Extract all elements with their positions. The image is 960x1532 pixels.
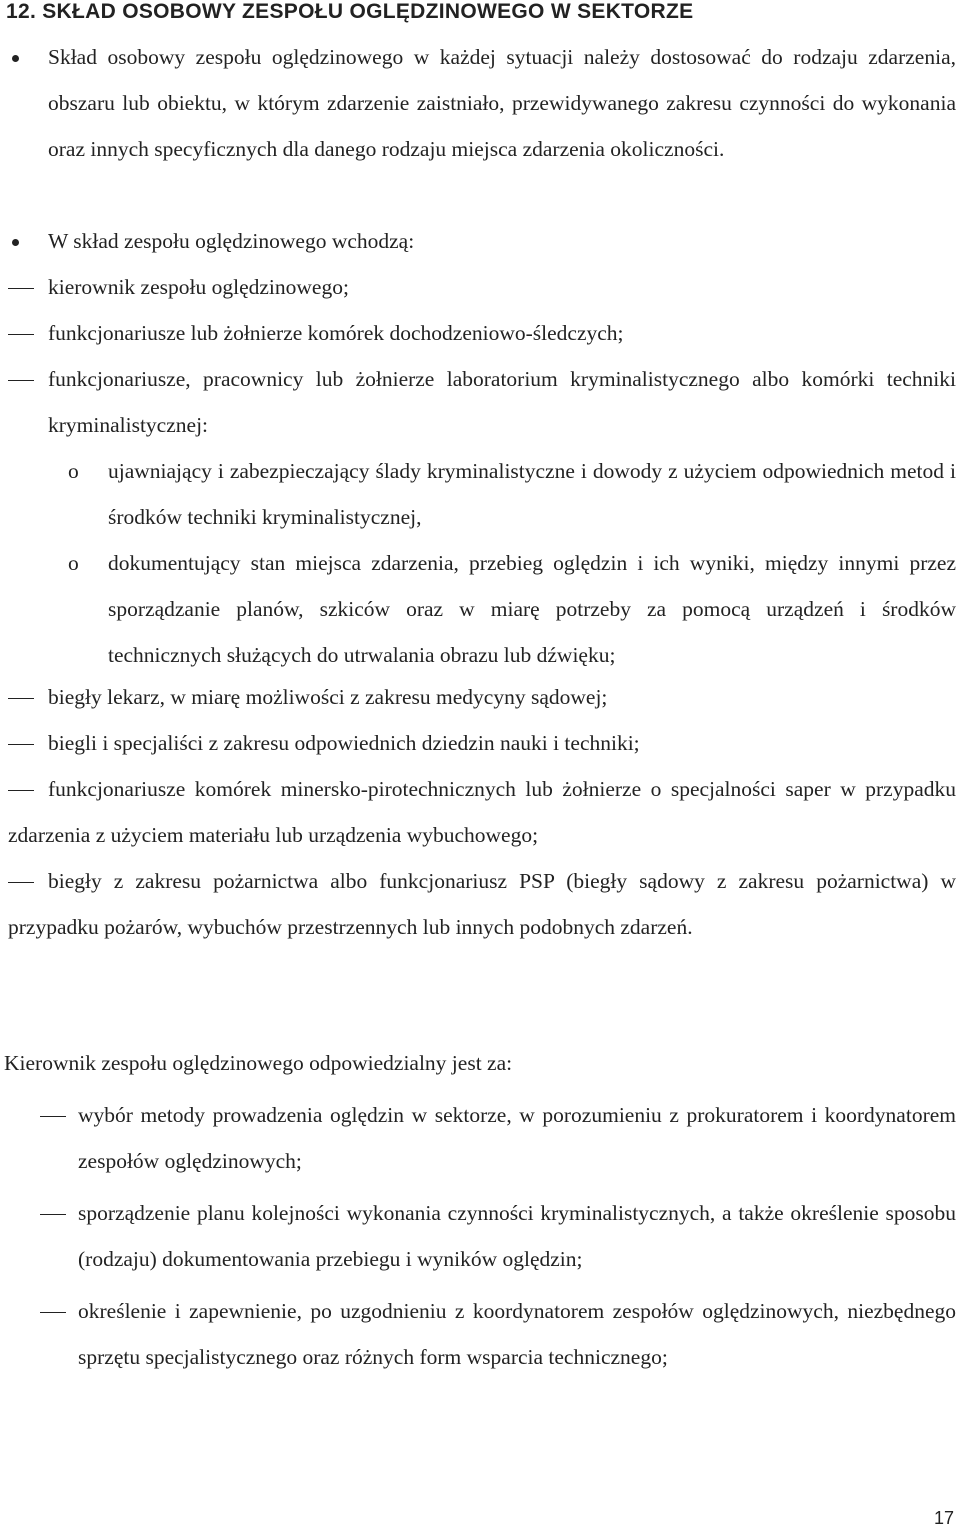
section-heading: 12. SKŁAD OSOBOWY ZESPOŁU OGLĘDZINOWEGO W SEKTORZE bbox=[6, 0, 694, 23]
bullet-marker bbox=[12, 55, 19, 62]
list-item-fire-expert: biegły z zakresu pożarnictwa albo funkcjonariusz PSP (biegły sądowy z zakresu pożarnictwa) w przypadku pożarów, wybuchów przestrzennych lub innych podobnych zdarzeń. bbox=[8, 869, 956, 939]
dash-marker bbox=[8, 698, 34, 699]
sub-item-trace-securing: ujawniający i zabezpieczający ślady kryminalistyczne i dowody z użyciem odpowiednich metod i środków techniki kryminalistycznej, bbox=[108, 459, 956, 529]
dash-marker bbox=[40, 1214, 66, 1215]
page-number: 17 bbox=[933, 1508, 954, 1528]
list-item-team-leader: kierownik zespołu oględzinowego; bbox=[48, 275, 349, 299]
dash-marker bbox=[40, 1312, 66, 1313]
dash-marker bbox=[8, 334, 34, 335]
list-item-medical-expert: biegły lekarz, w miarę możliwości z zakresu medycyny sądowej; bbox=[48, 685, 608, 709]
paragraph-composition: Skład osobowy zespołu oględzinowego w każdej sytuacji należy dostosować do rodzaju zdarzenia, obszaru lub obiektu, w którym zdarzenie zaistniało, przewidywanego zakresu czynności do wykonania oraz innych specyficznych dla danego rodzaju miejsca zdarzenia okoliczności. bbox=[48, 45, 956, 161]
paragraph-team-members: W skład zespołu oględzinowego wchodzą: bbox=[48, 229, 415, 253]
paragraph-leader-responsibilities: Kierownik zespołu oględzinowego odpowiedzialny jest za: bbox=[4, 1051, 513, 1075]
responsibility-method-choice: wybór metody prowadzenia oględzin w sektorze, w porozumieniu z prokuratorem i koordynatorem zespołów oględzinowych; bbox=[78, 1103, 956, 1173]
list-item-pyrotechnics: funkcjonariusze komórek minersko-pirotechnicznych lub żołnierze o specjalności saper w przypadku zdarzenia z użyciem materiału lub urządzenia wybuchowego; bbox=[8, 777, 956, 847]
responsibility-equipment: określenie i zapewnienie, po uzgodnieniu z koordynatorem zespołów oględzinowych, niezbędnego sprzętu specjalistycznego oraz różnych form wsparcia technicznego; bbox=[78, 1299, 956, 1369]
bullet-marker bbox=[12, 239, 19, 246]
sub-list-marker: o bbox=[68, 459, 79, 483]
list-item-investigators: funkcjonariusze lub żołnierze komórek dochodzeniowo-śledczych; bbox=[48, 321, 624, 345]
dash-marker bbox=[8, 744, 34, 745]
dash-marker bbox=[8, 288, 34, 289]
sub-item-documenting: dokumentujący stan miejsca zdarzenia, przebieg oględzin i ich wyniki, między innymi przez sporządzanie planów, szkiców oraz w miarę potrzeby za pomocą urządzeń i środków technicznych służących do utrwalania obrazu lub dźwięku; bbox=[108, 551, 956, 667]
dash-marker bbox=[8, 380, 34, 381]
sub-list-marker: o bbox=[68, 551, 79, 575]
list-item-specialists: biegli i specjaliści z zakresu odpowiednich dziedzin nauki i techniki; bbox=[48, 731, 640, 755]
dash-marker bbox=[40, 1116, 66, 1117]
list-item-lab-staff: funkcjonariusze, pracownicy lub żołnierze laboratorium kryminalistycznego albo komórki techniki kryminalistycznej: bbox=[48, 367, 956, 437]
responsibility-planning: sporządzenie planu kolejności wykonania czynności kryminalistycznych, a także określenie sposobu (rodzaju) dokumentowania przebiegu i wyników oględzin; bbox=[78, 1201, 956, 1271]
